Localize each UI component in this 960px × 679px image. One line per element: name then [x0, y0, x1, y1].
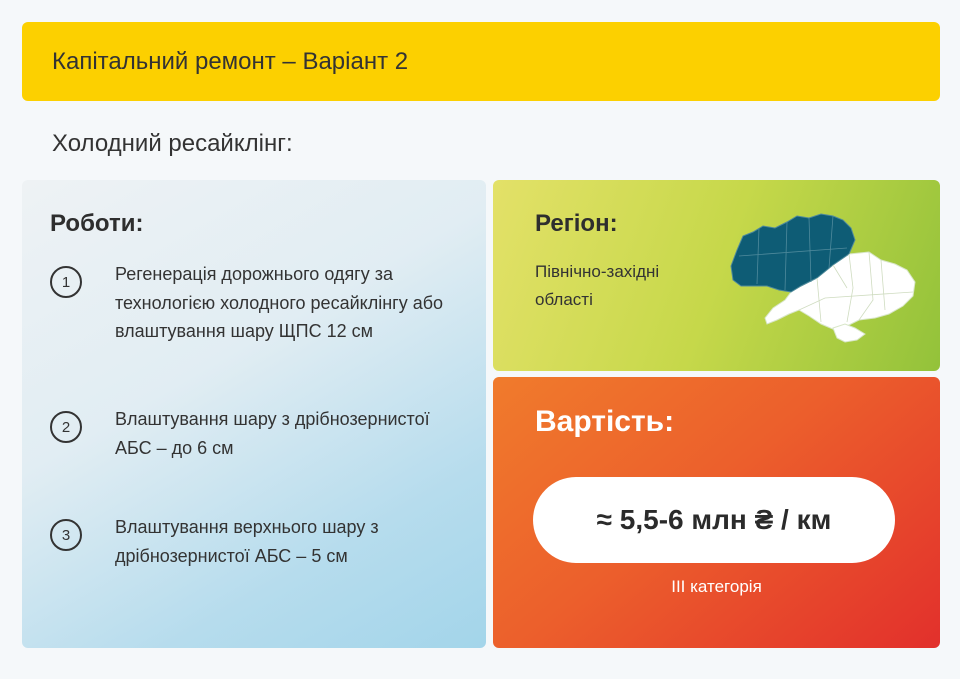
- region-heading: Регіон:: [535, 210, 618, 237]
- cost-value: ≈ 5,5-6 млн ₴ / км: [596, 504, 832, 535]
- step-number-badge: 2: [50, 411, 82, 443]
- works-card: [22, 180, 486, 648]
- ukraine-map-icon: [729, 210, 919, 345]
- title-banner: [22, 22, 940, 101]
- step-text: Регенерація дорожнього одягу за технологією холодного ресайклінгу або влаштування шару ЩПС 12 см: [115, 264, 444, 341]
- road-category: ІІІ категорія: [671, 577, 762, 596]
- step-number-badge: 3: [50, 519, 82, 551]
- cost-heading: Вартість:: [535, 405, 675, 438]
- section-subtitle: Холодний ресайклінг:: [52, 130, 293, 157]
- region-name: Північно-західні області: [535, 262, 660, 309]
- cost-card: [493, 377, 940, 648]
- step-text: Влаштування верхнього шару з дрібнозернистої АБС – 5 см: [115, 517, 379, 566]
- page-title: Капітальний ремонт – Варіант 2: [52, 47, 409, 75]
- step-text: Влаштування шару з дрібнозернистої АБС – до 6 см: [115, 409, 430, 458]
- step-number-badge: 1: [50, 266, 82, 298]
- map-crimea: [833, 324, 865, 342]
- region-card: [493, 180, 940, 371]
- cost-value-pill: [533, 477, 895, 563]
- works-heading: Роботи:: [50, 210, 144, 237]
